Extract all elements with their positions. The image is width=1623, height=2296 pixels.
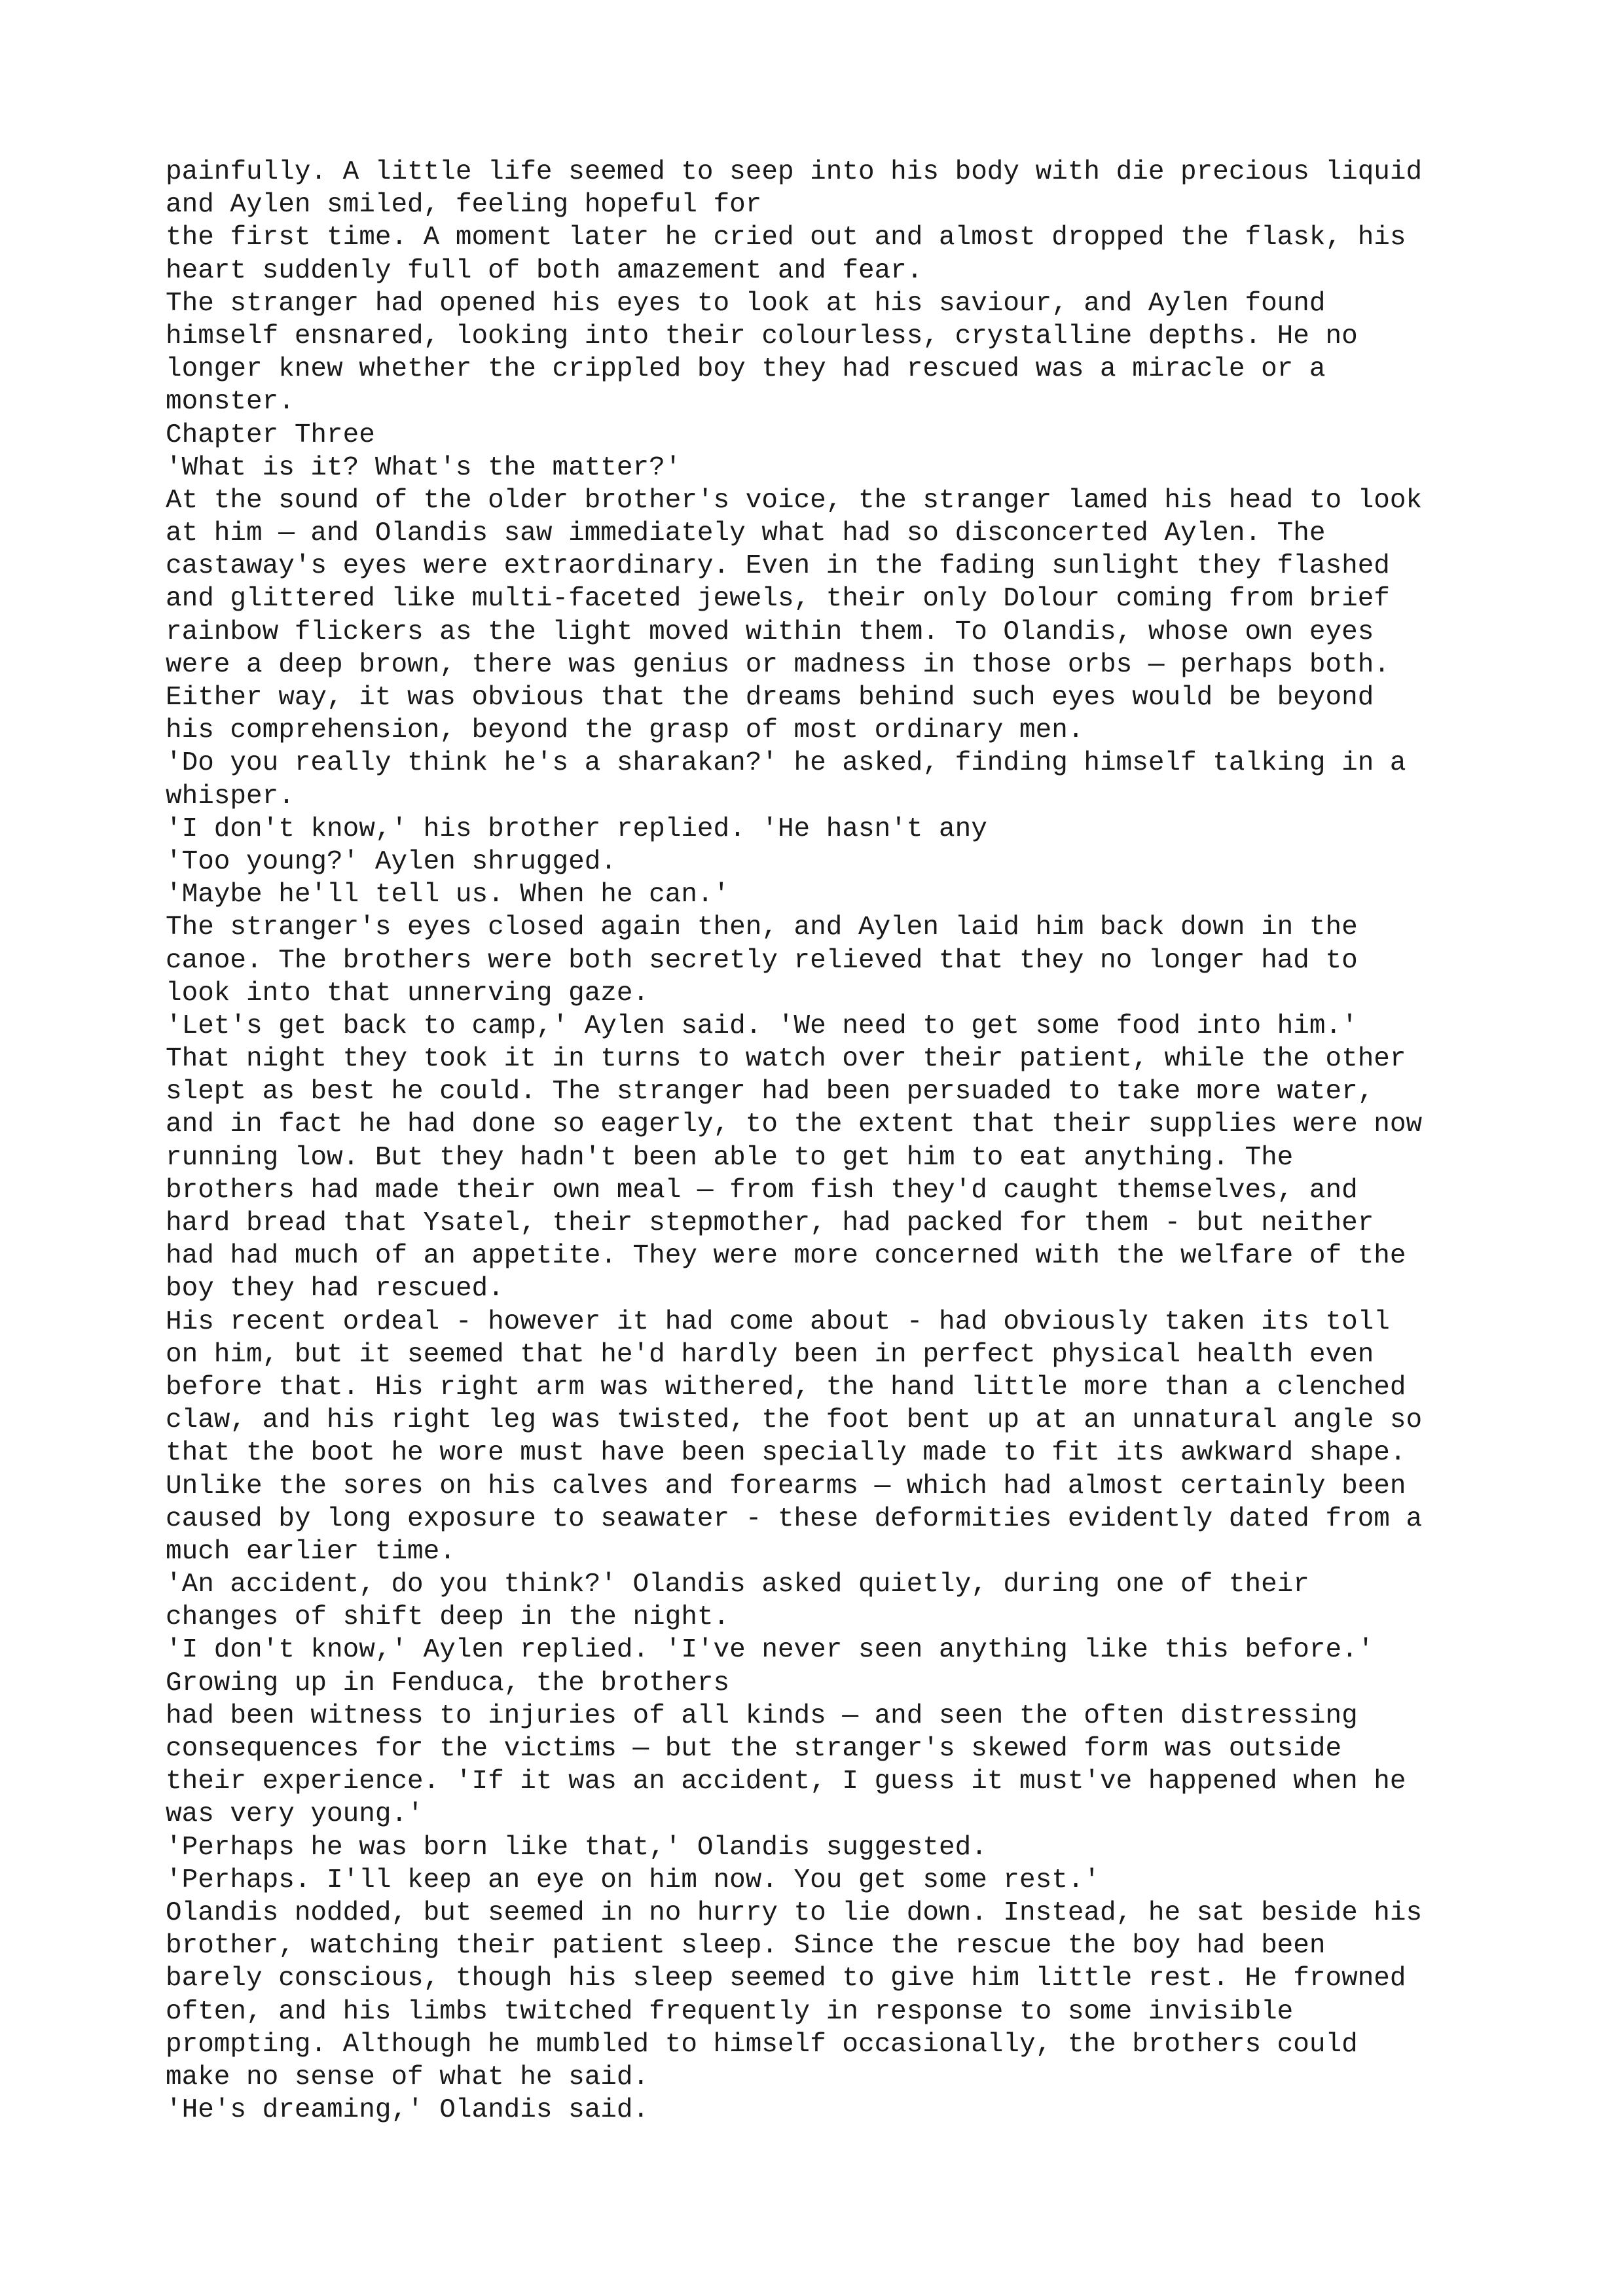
text-line: prompting. Although he mumbled to himself occasionally, the brothers could (166, 2029, 1358, 2060)
text-line: 'Maybe he'll tell us. When he can.' (166, 880, 730, 910)
text-line: on him, but it seemed that he'd hardly been in perfect physical health even (166, 1339, 1374, 1370)
text-line: 'What is it? What's the matter?' (166, 452, 682, 483)
text-line: Chapter Three (166, 420, 375, 450)
text-line: his comprehension, beyond the grasp of most ordinary men. (166, 715, 1084, 746)
text-line: look into that unnerving gaze. (166, 978, 649, 1009)
text-line: monster. (166, 387, 295, 418)
text-line: rainbow flickers as the light moved within them. To Olandis, whose own eyes (166, 617, 1374, 647)
text-line: slept as best he could. The stranger had been persuaded to take more water, (166, 1077, 1374, 1107)
text-line: often, and his limbs twitched frequently in response to some invisible (166, 1996, 1294, 2027)
text-line: His recent ordeal - however it had come about - had obviously taken its toll (166, 1306, 1390, 1337)
text-line: himself ensnared, looking into their colourless, crystalline depths. He no (166, 321, 1358, 351)
text-line: at him — and Olandis saw immediately what had so disconcerted Aylen. The (166, 518, 1326, 549)
text-line: The stranger's eyes closed again then, and Aylen laid him back down in the (166, 912, 1358, 943)
text-line: The stranger had opened his eyes to look at his saviour, and Aylen found (166, 288, 1326, 319)
text-line: their experience. 'If it was an accident, I guess it must've happened when he (166, 1767, 1406, 1797)
text-line: 'I don't know,' his brother replied. 'He hasn't any (166, 814, 987, 844)
text-line: 'I don't know,' Aylen replied. 'I've never seen anything like this before.' (166, 1635, 1374, 1666)
text-line: boy they had rescued. (166, 1274, 504, 1304)
text-line: 'Do you really think he's a sharakan?' he asked, finding himself talking in a (166, 748, 1406, 779)
text-line: caused by long exposure to seawater - these deformities evidently dated from a (166, 1503, 1423, 1534)
text-line: changes of shift deep in the night. (166, 1602, 730, 1633)
text-line: and Aylen smiled, feeling hopeful for (166, 190, 762, 221)
text-line: 'He's dreaming,' Olandis said. (166, 2095, 649, 2126)
text-line: castaway's eyes were extraordinary. Even in the fading sunlight they flashed (166, 551, 1390, 582)
text-line: much earlier time. (166, 1536, 456, 1567)
text-line: 'Perhaps. I'll keep an eye on him now. You get some rest.' (166, 1865, 1101, 1895)
text-line: before that. His right arm was withered, the hand little more than a clenched (166, 1372, 1406, 1403)
text-line: 'Perhaps he was born like that,' Olandis suggested. (166, 1832, 987, 1863)
text-line: and in fact he had done so eagerly, to the extent that their supplies were now (166, 1109, 1423, 1140)
text-line: 'An accident, do you think?' Olandis asked quietly, during one of their (166, 1570, 1309, 1600)
text-line: brother, watching their patient sleep. Since the rescue the boy had been (166, 1931, 1326, 1962)
text-line: the first time. A moment later he cried out and almost dropped the flask, his (166, 223, 1406, 253)
text-line: At the sound of the older brother's voice, the stranger lamed his head to look (166, 485, 1423, 516)
text-line: hard bread that Ysatel, their stepmother, had packed for them - but neither (166, 1208, 1374, 1238)
text-line: heart suddenly full of both amazement and fear. (166, 255, 923, 286)
text-line: Growing up in Fenduca, the brothers (166, 1668, 730, 1698)
text-line: and glittered like multi-faceted jewels, their only Dolour coming from brief (166, 584, 1390, 615)
text-line: had had much of an appetite. They were more concerned with the welfare of the (166, 1241, 1406, 1272)
text-line: 'Too young?' Aylen shrugged. (166, 846, 617, 877)
text-line: claw, and his right leg was twisted, the foot bent up at an unnatural angle so (166, 1405, 1423, 1436)
body-text (166, 156, 1475, 2126)
text-line: that the boot he wore must have been specially made to fit its awkward shape. (166, 1438, 1406, 1469)
text-line: make no sense of what he said. (166, 2062, 649, 2092)
text-line: was very young.' (166, 1799, 424, 1830)
text-line: were a deep brown, there was genius or madness in those orbs — perhaps both. (166, 649, 1390, 680)
text-line: Unlike the sores on his calves and forearms — which had almost certainly been (166, 1471, 1406, 1501)
text-line: barely conscious, though his sleep seemed to give him little rest. He frowned (166, 1964, 1406, 1994)
text-line: longer knew whether the crippled boy they had rescued was a miracle or a (166, 354, 1326, 385)
text-line: That night they took it in turns to watch over their patient, while the other (166, 1044, 1406, 1075)
text-line: whisper. (166, 781, 295, 812)
text-line: had been witness to injuries of all kinds — and seen the often distressing (166, 1700, 1358, 1731)
text-line: brothers had made their own meal — from fish they'd caught themselves, and (166, 1175, 1358, 1206)
text-line: canoe. The brothers were both secretly relieved that they no longer had to (166, 945, 1358, 976)
text-line: Olandis nodded, but seemed in no hurry to lie down. Instead, he sat beside his (166, 1897, 1423, 1928)
text-line: running low. But they hadn't been able to get him to eat anything. The (166, 1142, 1294, 1173)
text-line: Either way, it was obvious that the dreams behind such eyes would be beyond (166, 683, 1374, 713)
text-line: painfully. A little life seemed to seep into his body with die precious liquid (166, 157, 1423, 187)
text-line: 'Let's get back to camp,' Aylen said. 'We need to get some food into him.' (166, 1011, 1358, 1041)
text-line: consequences for the victims — but the stranger's skewed form was outside (166, 1734, 1342, 1764)
